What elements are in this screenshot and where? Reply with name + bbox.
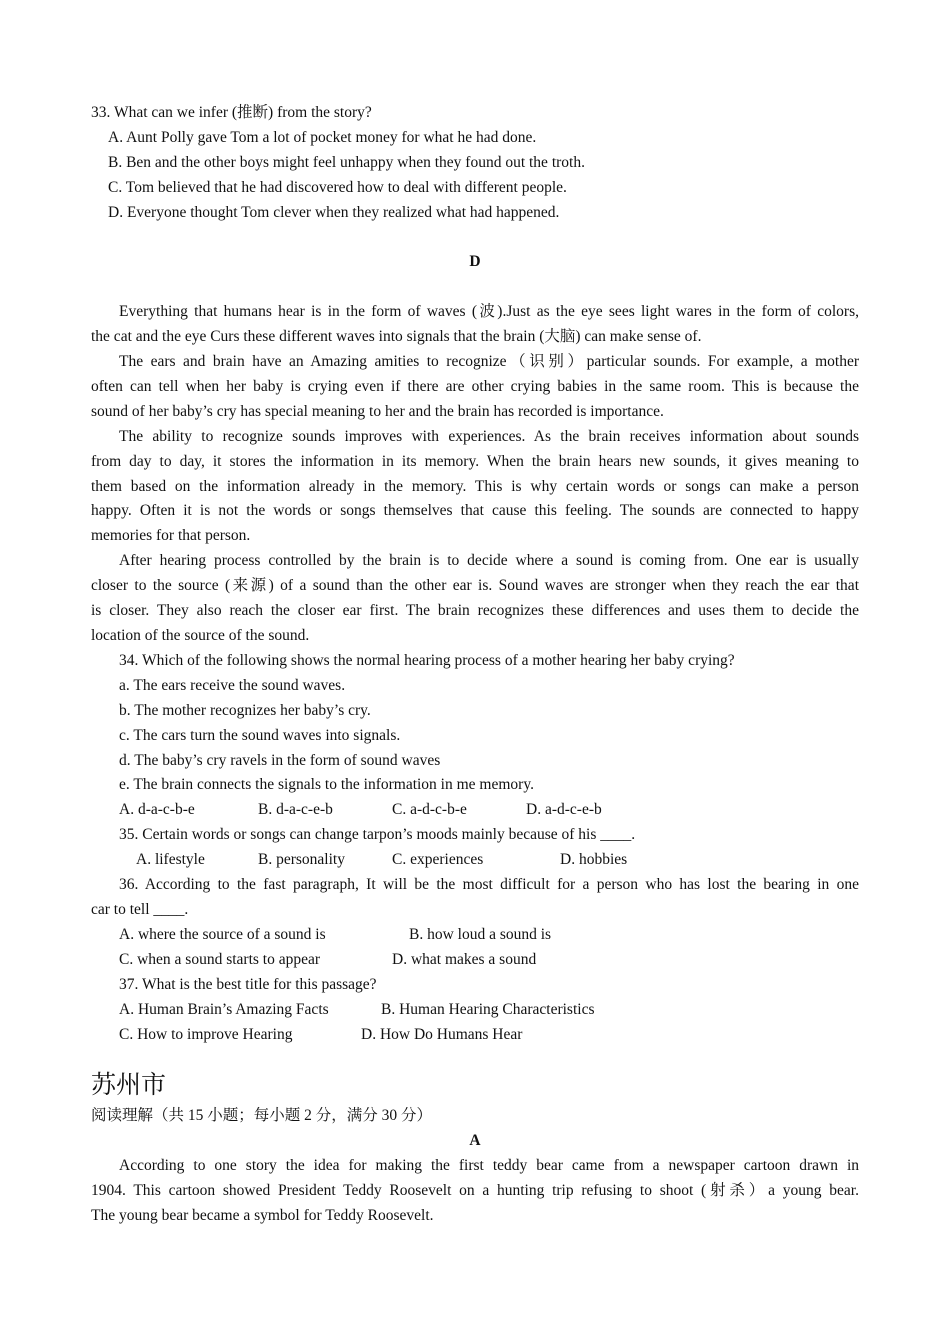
question-34-option-a: A. d-a-c-b-e [119, 801, 195, 819]
paragraph-line: them based on the information already in the memory. This is why certain words or songs can make a person [91, 477, 859, 495]
passage-a-paragraph-1 [91, 1154, 859, 1229]
question-35-option-d: D. hobbies [560, 851, 628, 869]
paragraph-line: Everything that humans hear is in the form of waves (波).Just as the eye sees light wares in the form of colors, [119, 303, 859, 321]
passage-d-paragraph-1 [91, 300, 859, 350]
question-34-step-a: a. The ears receive the sound waves. [119, 676, 346, 694]
paragraph-line: memories for that person. [91, 527, 251, 545]
paragraph-line: happy. Often it is not the words or songs themselves that cause this feeling. The sounds are connected to happy [91, 502, 859, 520]
question-34-step-c: c. The cars turn the sound waves into signals. [119, 726, 401, 744]
question-33-option-d: D. Everyone thought Tom clever when they realized what had happened. [108, 203, 560, 221]
passage-d-paragraph-4 [91, 549, 859, 649]
paragraph-line: from day to day, it stores the information in its memory. When the brain hears new sounds, it gives meaning to [91, 452, 859, 470]
question-36-option-d: D. what makes a sound [392, 950, 537, 968]
paragraph-line: is closer. They also reach the closer ear first. The brain recognizes these differences and uses them to decide the [91, 602, 859, 620]
question-36-option-a: A. where the source of a sound is [119, 925, 326, 943]
question-34-step-b: b. The mother recognizes her baby’s cry. [119, 701, 371, 719]
question-36-stem-line: car to tell ____. [91, 900, 189, 918]
question-35 [91, 823, 859, 873]
question-33-option-a: A. Aunt Polly gave Tom a lot of pocket money for what he had done. [108, 128, 537, 146]
question-34-options [91, 798, 859, 823]
question-35-option-a: A. lifestyle [136, 851, 205, 869]
question-33-stem: 33. What can we infer (推断) from the story? [91, 104, 372, 121]
paragraph-line: closer to the source (来源) of a sound than the other ear is. Sound waves are stronger when they reach the ear that [91, 577, 859, 595]
question-37-option-c: C. How to improve Hearing [119, 1025, 293, 1043]
paragraph-line: According to one story the idea for making the first teddy bear came from a newspaper cartoon drawn in [119, 1157, 859, 1175]
question-34-option-b: B. d-a-c-e-b [258, 801, 333, 819]
passage-d-paragraph-3 [91, 425, 859, 550]
question-34-option-d: D. a-d-c-e-b [526, 801, 602, 819]
question-36-options-row-2 [91, 948, 859, 973]
paragraph-line: The ability to recognize sounds improves with experiences. As the brain receives information about sounds [119, 427, 859, 445]
question-36-options-row-1 [91, 923, 859, 948]
question-36-option-c: C. when a sound starts to appear [119, 950, 321, 968]
question-33-option-b: B. Ben and the other boys might feel unhappy when they found out the troth. [108, 153, 585, 171]
paragraph-line: the cat and the eye Curs these different waves into signals that the brain (大脑) can make sense of. [91, 328, 702, 346]
paragraph-line: often can tell when her baby is crying even if there are other crying babies in the same room. This is because the [91, 377, 859, 395]
paragraph-line: The young bear became a symbol for Teddy Roosevelt. [91, 1207, 434, 1225]
question-34 [91, 649, 859, 823]
document-page [91, 101, 859, 1229]
question-36-stem-line: 36. According to the fast paragraph, It will be the most difficult for a person who has lost the bearing in one [119, 876, 859, 894]
question-35-options [91, 848, 859, 873]
question-37-option-a: A. Human Brain’s Amazing Facts [119, 1000, 329, 1018]
question-35-option-b: B. personality [258, 851, 345, 869]
question-34-stem: 34. Which of the following shows the normal hearing process of a mother hearing her baby crying? [119, 651, 735, 669]
question-37-option-d: D. How Do Humans Hear [361, 1025, 523, 1043]
question-33 [91, 101, 859, 226]
question-34-option-c: C. a-d-c-b-e [392, 801, 467, 819]
passage-d-paragraph-2 [91, 350, 859, 425]
section-d-heading: D [469, 253, 481, 271]
question-34-step-d: d. The baby’s cry ravels in the form of sound waves [119, 751, 441, 769]
question-37-options-row-2 [91, 1023, 859, 1048]
paragraph-line: The ears and brain have an Amazing amities to recognize（识别）particular sounds. For example, a mother [119, 353, 859, 371]
question-37-option-b: B. Human Hearing Characteristics [381, 1000, 595, 1018]
paragraph-line: location of the source of the sound. [91, 627, 310, 644]
question-37-options-row-1 [91, 998, 859, 1023]
paragraph-line: sound of her baby’s cry has special meaning to her and the brain has recorded is importance. [91, 402, 664, 420]
question-33-option-c: C. Tom believed that he had discovered how to deal with different people. [108, 178, 567, 196]
question-35-option-c: C. experiences [392, 851, 484, 869]
reading-section-title: 阅读理解（共 15 小题；每小题 2 分，满分 30 分） [91, 1107, 433, 1125]
question-37 [91, 973, 859, 1048]
question-37-stem: 37. What is the best title for this passage? [119, 975, 377, 993]
question-34-step-e: e. The brain connects the signals to the information in me memory. [119, 776, 534, 794]
question-36-option-b: B. how loud a sound is [409, 925, 552, 943]
city-heading: 苏州市 [91, 1072, 167, 1100]
question-36 [91, 873, 859, 973]
passage-a-heading: A [469, 1132, 481, 1150]
paragraph-line: 1904. This cartoon showed President Teddy Roosevelt on a hunting trip refusing to shoot (射杀）a young bear. [91, 1182, 859, 1200]
paragraph-line: After hearing process controlled by the brain is to decide where a sound is coming from. One ear is usually [119, 552, 859, 570]
question-35-stem: 35. Certain words or songs can change tarpon’s moods mainly because of his ____. [119, 826, 636, 844]
